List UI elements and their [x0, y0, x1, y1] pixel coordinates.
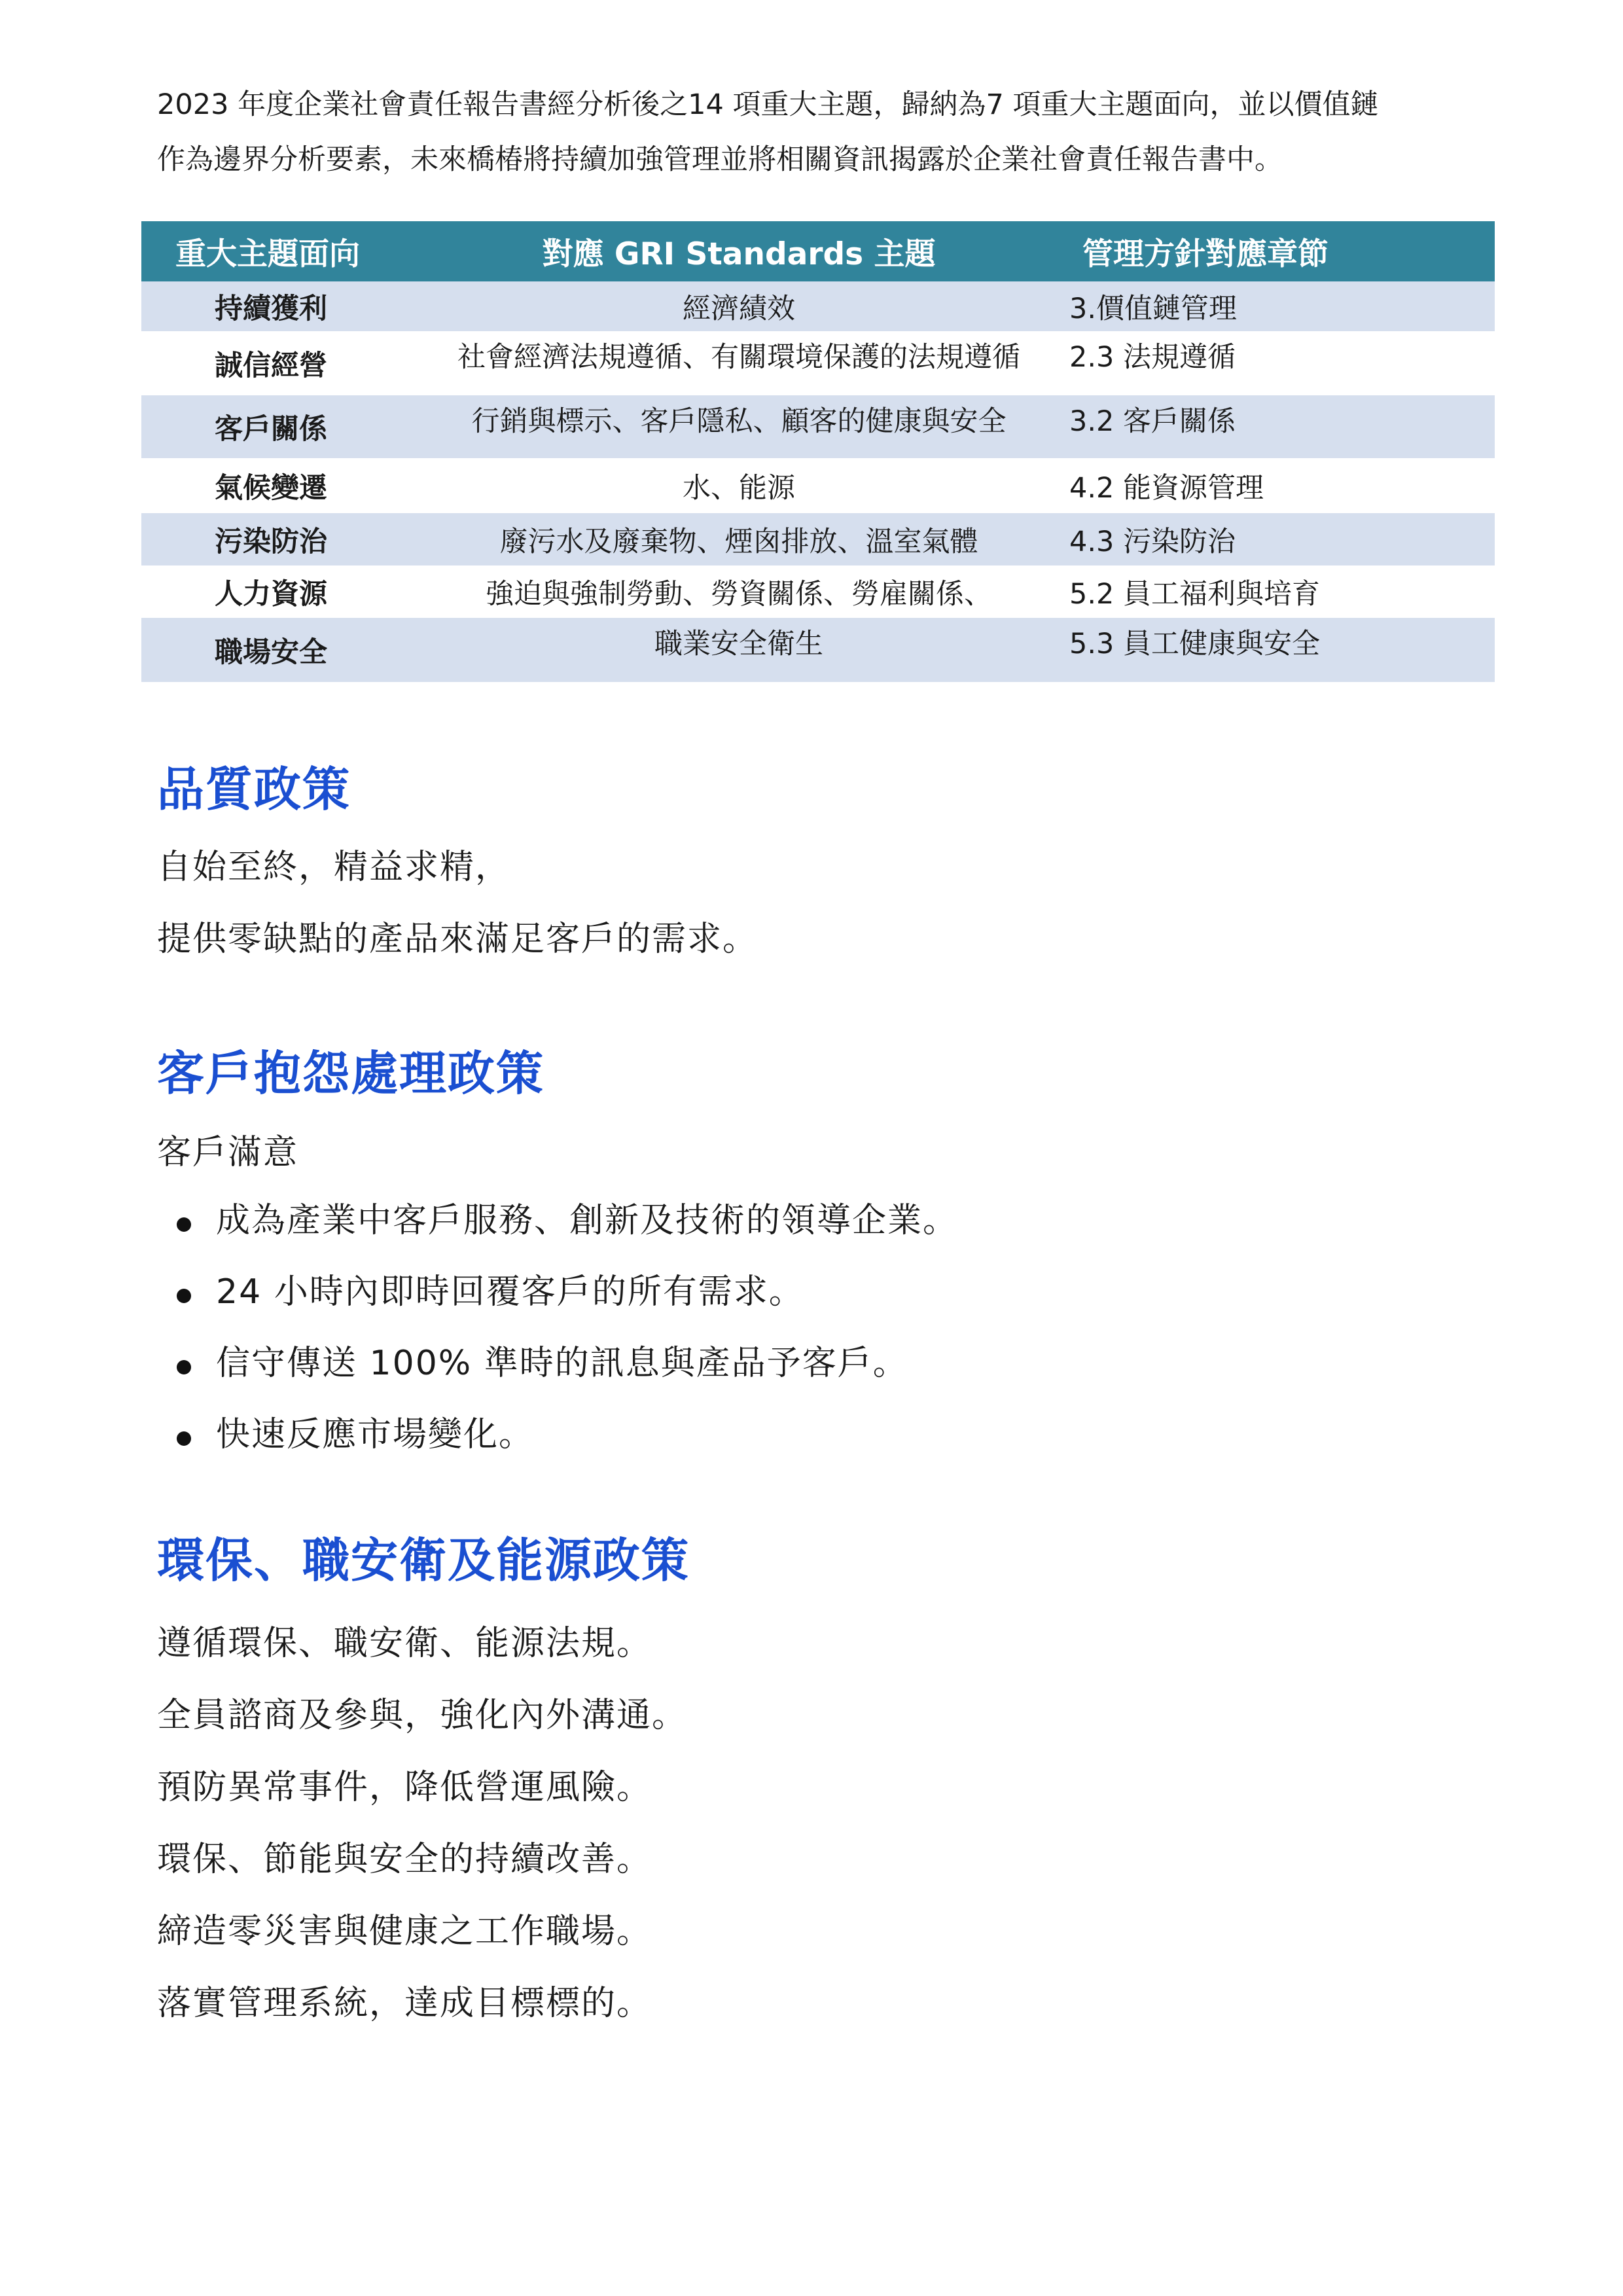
material-topics-table — [141, 221, 1495, 682]
cell-aspect: 誠信經營 — [215, 349, 327, 382]
cell-chapter: 2.3 法規遵循 — [1069, 341, 1236, 374]
header-topic-aspect: 重大主題面向 — [141, 221, 411, 281]
ehs-policy-line-3: 預防異常事件，降低營運風險。 — [157, 1768, 652, 1807]
bullet-text: 快速反應市場變化。 — [216, 1415, 535, 1454]
table-row — [141, 565, 1495, 618]
cell-aspect: 持續獲利 — [141, 281, 411, 331]
list-item — [171, 1407, 958, 1478]
table-row — [141, 618, 1495, 682]
bullet-icon — [177, 1289, 191, 1303]
bullet-icon — [177, 1360, 191, 1374]
cell-aspect: 人力資源 — [215, 577, 327, 611]
table-row — [141, 458, 1495, 513]
ehs-policy-line-1: 遵循環保、職安衛、能源法規。 — [157, 1624, 652, 1663]
cell-gri: 社會經濟法規遵循、有關環境保護的法規遵循 — [457, 341, 1020, 374]
ehs-policy-line-5: 締造零災害與健康之工作職場。 — [157, 1912, 652, 1951]
header-chapter: 管理方針對應章節 — [1067, 221, 1495, 281]
ehs-policy-line-6: 落實管理系統，達成目標標的。 — [157, 1984, 652, 2023]
list-item — [171, 1335, 958, 1407]
bullet-text: 信守傳送 100% 準時的訊息與產品予客戶。 — [216, 1344, 908, 1383]
ehs-policy-line-2: 全員諮商及參與，強化內外溝通。 — [157, 1696, 688, 1735]
cell-gri: 職業安全衛生 — [411, 618, 1067, 682]
cell-chapter: 3.價值鏈管理 — [1067, 281, 1495, 331]
table-header-row — [141, 221, 1495, 281]
complaint-policy-bullets — [171, 1193, 958, 1478]
cell-chapter: 5.2 員工福利與培育 — [1069, 577, 1321, 611]
bullet-icon — [177, 1431, 191, 1446]
cell-gri: 水、能源 — [683, 471, 795, 505]
list-item — [171, 1264, 958, 1335]
bullet-icon — [177, 1217, 191, 1232]
table-row — [141, 281, 1495, 331]
cell-chapter: 4.3 污染防治 — [1067, 513, 1495, 565]
table-row — [141, 395, 1495, 458]
cell-gri: 廢污水及廢棄物、煙囪排放、溫室氣體 — [411, 513, 1067, 565]
cell-gri: 經濟績效 — [411, 281, 1067, 331]
intro-paragraph — [157, 77, 1479, 187]
list-item — [171, 1193, 958, 1264]
bullet-text: 24 小時內即時回覆客戶的所有需求。 — [216, 1272, 804, 1312]
complaint-policy-subtitle: 客戶滿意 — [157, 1133, 299, 1172]
intro-line-2: 作為邊界分析要素，未來橋椿將持續加強管理並將相關資訊揭露於企業社會責任報告書中。 — [157, 143, 1283, 176]
cell-chapter: 4.2 能資源管理 — [1069, 471, 1264, 505]
cell-gri: 行銷與標示、客戶隱私、顧客的健康與安全 — [411, 395, 1067, 458]
ehs-policy-line-4: 環保、節能與安全的持續改善。 — [157, 1840, 652, 1879]
intro-line-1: 2023 年度企業社會責任報告書經分析後之14 項重大主題，歸納為7 項重大主題面向，並以價值鏈 — [157, 88, 1379, 121]
table-row — [141, 331, 1495, 395]
ehs-policy-title: 環保、職安衛及能源政策 — [157, 1533, 690, 1588]
cell-aspect: 氣候變遷 — [215, 471, 327, 505]
quality-policy-line-2: 提供零缺點的產品來滿足客戶的需求。 — [157, 920, 758, 959]
cell-aspect: 污染防治 — [141, 513, 411, 565]
quality-policy-line-1: 自始至終，精益求精， — [157, 848, 511, 887]
header-gri-topic: 對應 GRI Standards 主題 — [411, 221, 1067, 281]
cell-aspect: 職場安全 — [141, 618, 411, 682]
cell-gri: 強迫與強制勞動、勞資關係、勞雇關係、 — [486, 577, 992, 611]
cell-aspect: 客戶關係 — [141, 395, 411, 458]
bullet-text: 成為產業中客戶服務、創新及技術的領導企業。 — [216, 1201, 959, 1240]
cell-chapter: 3.2 客戶關係 — [1067, 395, 1495, 458]
cell-chapter: 5.3 員工健康與安全 — [1067, 618, 1495, 682]
table-row — [141, 513, 1495, 565]
quality-policy-title: 品質政策 — [157, 762, 351, 817]
complaint-policy-title: 客戶抱怨處理政策 — [157, 1046, 545, 1101]
